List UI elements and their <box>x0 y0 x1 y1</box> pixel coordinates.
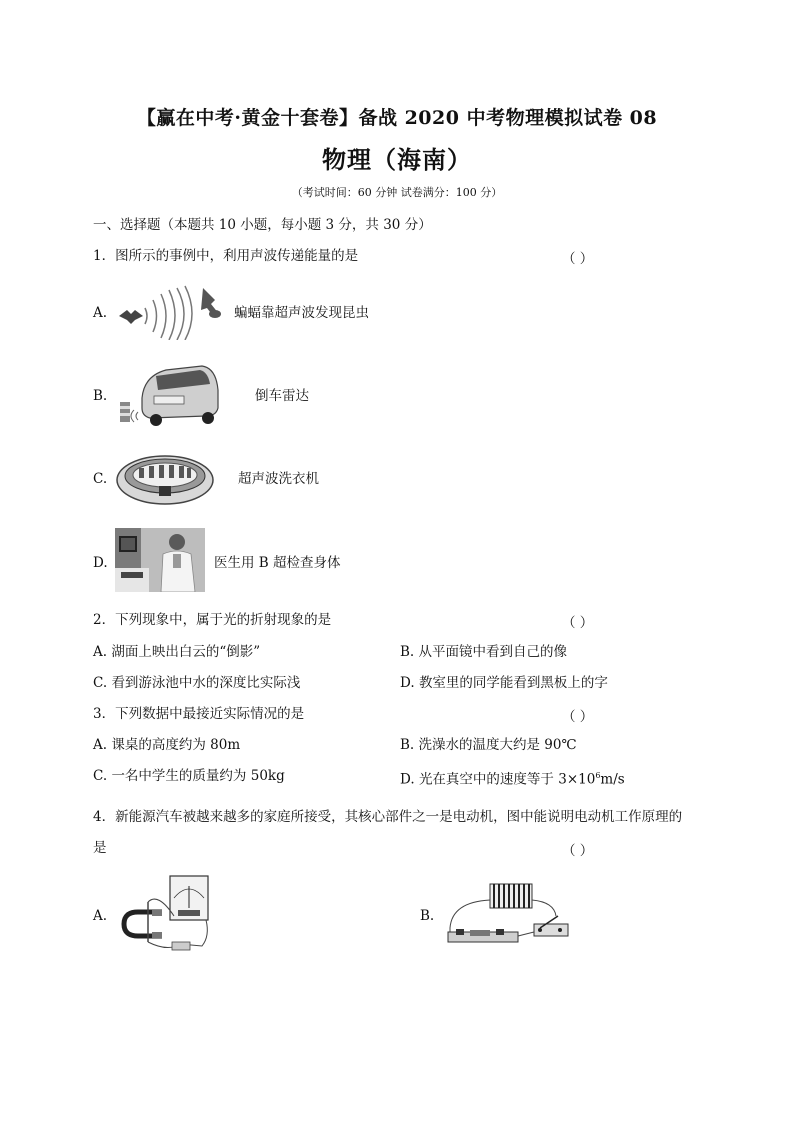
q1-option-c-letter: C. <box>93 471 108 487</box>
bat-echolocation-figure <box>115 280 230 340</box>
q1-option-a-letter: A. <box>93 305 108 321</box>
q2-option-d: D. 教室里的同学能看到黑板上的字 <box>400 675 608 691</box>
doctor-b-ultrasound-figure <box>115 528 205 592</box>
galvanometer-icon <box>170 876 208 920</box>
q4-stem-line2: 是 <box>93 840 107 856</box>
q3-option-a: A. 课桌的高度约为 80m <box>93 737 241 753</box>
q2-option-b: B. 从平面镜中看到自己的像 <box>400 644 568 660</box>
q4-answer-paren: （ ） <box>562 843 594 859</box>
q1-option-c-text: 超声波洗衣机 <box>238 471 319 487</box>
q2-stem: 2．下列现象中，属于光的折射现象的是 <box>93 612 332 628</box>
q3-option-c: C. 一名中学生的质量约为 50kg <box>93 768 285 784</box>
q4-stem-line1: 4．新能源汽车被越来越多的家庭所接受，其核心部件之一是电动机，图中能说明电动机工作原理的 <box>93 809 683 825</box>
ultrasonic-washer-figure <box>115 448 215 506</box>
q4-option-b-letter: B. <box>420 908 435 924</box>
car-reversing-radar-figure <box>112 362 220 428</box>
radar-wave-icon <box>131 410 138 422</box>
q1-option-b-letter: B. <box>93 388 108 404</box>
section-heading: 一、选择题（本题共 10 小题，每小题 3 分，共 30 分） <box>93 217 432 233</box>
q2-option-a: A. 湖面上映出白云的“倒影” <box>93 644 261 660</box>
q1-stem: 1．图所示的事例中，利用声波传递能量的是 <box>93 248 359 264</box>
q3-stem: 3．下列数据中最接近实际情况的是 <box>93 706 305 722</box>
magnet-galvanometer-figure <box>118 872 218 956</box>
q3-answer-paren: （ ） <box>562 709 594 725</box>
q4-option-a-letter: A. <box>93 908 108 924</box>
exam-info: （考试时间：60 分钟 试卷满分：100 分） <box>291 186 503 199</box>
car-icon <box>142 366 218 426</box>
switch-icon <box>534 916 568 936</box>
q1-option-d-letter: D. <box>93 555 108 571</box>
q3-option-b: B. 洗澡水的温度大约是 90℃ <box>400 737 577 753</box>
bat-icon <box>119 310 143 324</box>
obstacle-icon <box>120 402 130 422</box>
exam-subtitle: 物理（海南） <box>322 145 472 174</box>
insect-icon <box>201 288 221 318</box>
q2-option-c: C. 看到游泳池中水的深度比实际浅 <box>93 675 301 691</box>
q1-option-a-text: 蝙蝠靠超声波发现昆虫 <box>234 305 369 321</box>
circuit-board-icon <box>448 929 518 942</box>
sound-waves-icon <box>145 286 192 340</box>
q1-option-b-text: 倒车雷达 <box>255 388 309 404</box>
exam-title: 【赢在中考·黄金十套卷】备战 2020 中考物理模拟试卷 08 <box>136 107 658 129</box>
q2-answer-paren: （ ） <box>562 615 594 631</box>
q1-answer-paren: （ ） <box>562 251 594 267</box>
solenoid-circuit-figure <box>442 880 582 946</box>
q1-option-d-text: 医生用 B 超检查身体 <box>214 555 341 571</box>
solenoid-icon <box>490 884 532 908</box>
q3-option-d: D. 光在真空中的速度等于 $3\times 10^6m/s$ <box>400 771 625 788</box>
horseshoe-magnet-icon <box>124 910 162 938</box>
